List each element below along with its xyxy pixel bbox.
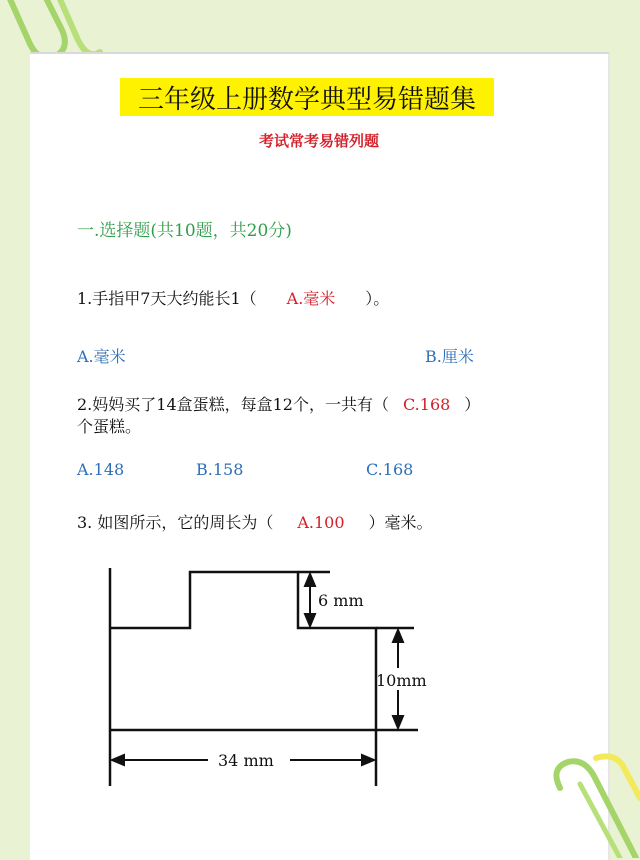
section-heading: 一.选择题(共10题，共20分) — [77, 221, 292, 241]
question-3-text: 3. 如图所示，它的周长为（ — [77, 513, 274, 532]
dim-6mm-arrow-bottom — [305, 614, 315, 626]
question-1-answer: A.毫米 — [286, 289, 336, 308]
question-2 — [77, 392, 480, 415]
question-2-line2: 个蛋糕。 — [77, 417, 142, 436]
perimeter-figure — [98, 564, 438, 792]
question-3-answer: A.100 — [297, 513, 345, 532]
question-2-answer: C.168 — [403, 395, 451, 414]
page-title: 三年级上册数学典型易错题集 — [137, 84, 476, 115]
label-34mm: 34 mm — [218, 751, 274, 770]
question-1 — [77, 286, 389, 309]
dim-34mm-arrow-right — [362, 755, 374, 765]
dim-6mm-arrow-top — [305, 574, 315, 586]
question-2-option-a: A.148 — [77, 460, 125, 479]
question-3 — [77, 510, 433, 533]
question-2-option-b: B.158 — [196, 460, 244, 479]
question-1-option-b: B.厘米 — [425, 347, 474, 366]
dim-10mm-arrow-bottom — [393, 716, 403, 728]
question-2-text: 2.妈妈买了14盒蛋糕，每盒12个，一共有（ — [77, 395, 389, 414]
question-1-text: 1.手指甲7天大约能长1（ — [77, 289, 257, 308]
title-highlight — [120, 78, 494, 116]
label-10mm: 10mm — [376, 671, 427, 690]
question-1-option-a: A.毫米 — [77, 347, 126, 366]
question-1-close: ）。 — [365, 289, 390, 308]
dim-34mm-arrow-left — [112, 755, 124, 765]
page-subtitle: 考试常考易错列题 — [258, 132, 379, 150]
question-3-close: ）毫米。 — [368, 513, 433, 532]
question-2-close: ） — [464, 395, 481, 414]
worksheet-page — [30, 52, 610, 860]
paperclip-bottom-right-icon — [540, 748, 640, 858]
label-6mm: 6 mm — [318, 591, 364, 610]
question-2-option-c: C.168 — [366, 460, 414, 479]
dim-10mm-arrow-top — [393, 630, 403, 642]
